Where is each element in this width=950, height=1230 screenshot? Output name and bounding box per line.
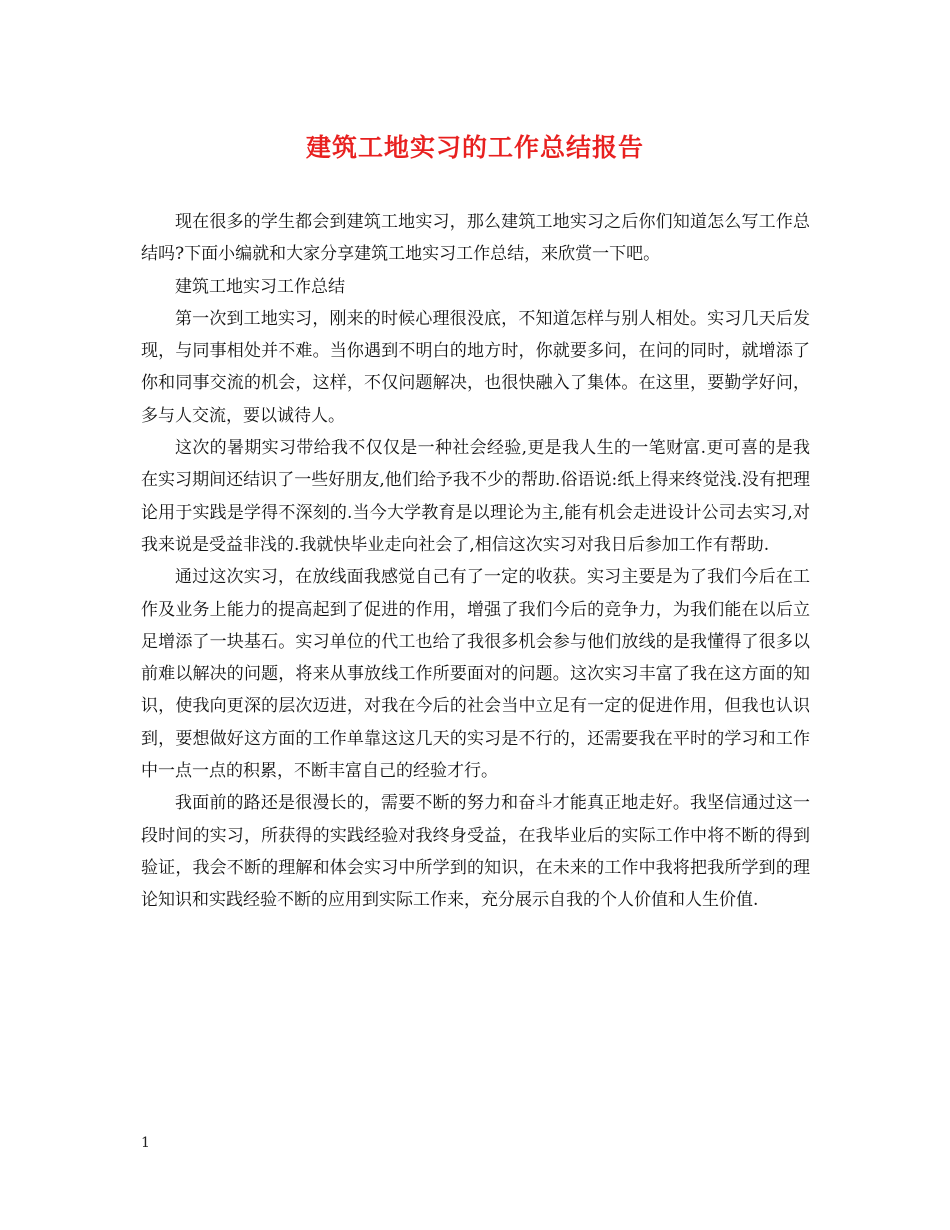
document-body bbox=[141, 206, 810, 917]
paragraph-summer-internship: 这次的暑期实习带给我不仅仅是一种社会经验,更是我人生的一笔财富.更可喜的是我在实习期间还结识了一些好朋友,他们给予我不少的帮助.俗语说:纸上得来终觉浅.没有把理论用于实践是学得不深刻的.当今大学教育是以理论为主,能有机会走进设计公司去实习,对我来说是受益非浅的.我就快毕业走向社会了,相信这次实习对我日后参加工作有帮助. bbox=[141, 438, 810, 555]
paragraph-intro: 现在很多的学生都会到建筑工地实习，那么建筑工地实习之后你们知道怎么写工作总结吗?下面小编就和大家分享建筑工地实习工作总结，来欣赏一下吧。 bbox=[141, 212, 810, 265]
paragraph-subheading: 建筑工地实习工作总结 bbox=[175, 276, 345, 297]
document-title: 建筑工地实习的工作总结报告 bbox=[305, 133, 644, 162]
paragraph-conclusion: 我面前的路还是很漫长的，需要不断的努力和奋斗才能真正地走好。我坚信通过这一段时间的实习，所获得的实践经验对我终身受益，在我毕业后的实际工作中将不断的得到验证，我会不断的理解和体会实习中所学到的知识，在未来的工作中我将把我所学到的理论知识和实践经验不断的应用到实际工作来，充分展示自我的个人价值和人生价值. bbox=[141, 793, 810, 911]
paragraph-gains: 通过这次实习，在放线面我感觉自己有了一定的收获。实习主要是为了我们今后在工作及业务上能力的提高起到了促进的作用，增强了我们今后的竞争力，为我们能在以后立足增添了一块基石。实习单位的代工也给了我很多机会参与他们放线的是我懂得了很多以前难以解决的问题，将来从事放线工作所要面对的问题。这次实习丰富了我在这方面的知识，使我向更深的层次迈进，对我在今后的社会当中立足有一定的促进作用，但我也认识到，要想做好这方面的工作单靠这这几天的实习是不行的，还需要我在平时的学习和工作中一点一点的积累，不断丰富自己的经验才行。 bbox=[141, 567, 810, 782]
page-number: 1 bbox=[141, 1135, 150, 1151]
paragraph-first-experience: 第一次到工地实习，刚来的时候心理很没底，不知道怎样与别人相处。实习几天后发现，与同事相处并不难。当你遇到不明白的地方时，你就要多问，在问的同时，就增添了你和同事交流的机会，这样，不仅问题解决，也很快融入了集体。在这里，要勤学好问，多与人交流，要以诚待人。 bbox=[141, 308, 810, 426]
